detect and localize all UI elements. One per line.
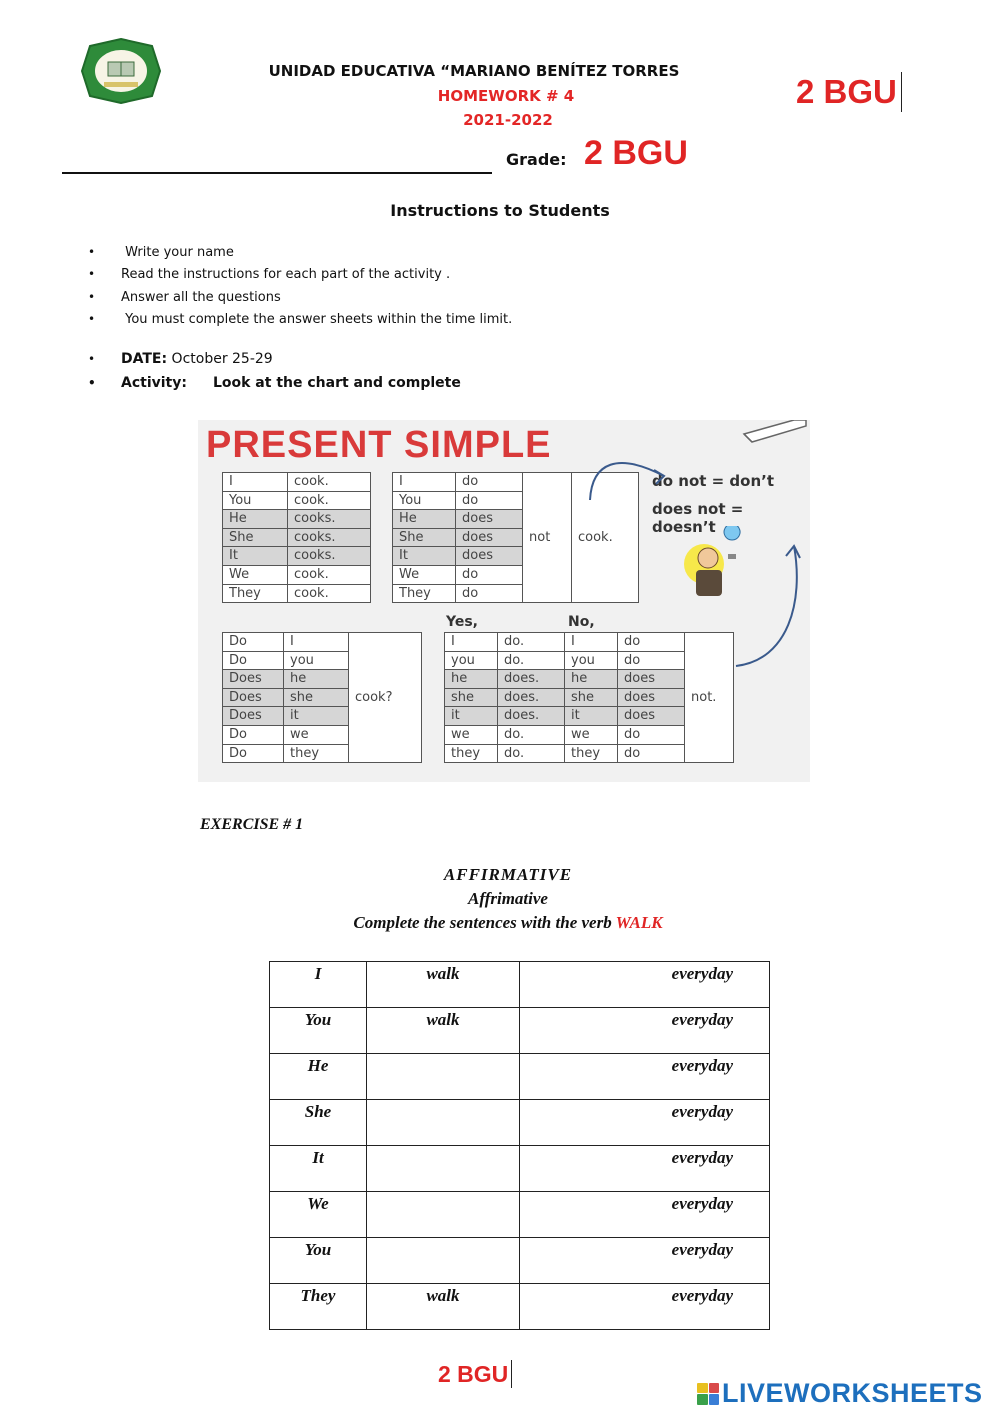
ending-cell: everyday <box>520 1238 770 1284</box>
no-aux-cell: does <box>618 707 685 726</box>
auxiliary-cell: Do <box>223 725 284 744</box>
yes-aux-cell: do. <box>498 633 565 652</box>
affirmative-row <box>223 584 371 603</box>
pronoun-cell: She <box>223 528 288 547</box>
liveworksheets-brand: LIVEWORKSHEETS <box>722 1378 983 1408</box>
verb-answer-cell[interactable]: walk <box>367 1284 520 1330</box>
auxiliary-cell: does <box>456 510 523 529</box>
pronoun-cell: We <box>393 565 456 584</box>
name-input-line[interactable] <box>62 172 492 174</box>
exercise-subheading: Affrimative <box>468 889 548 908</box>
exercise-row <box>270 1054 770 1100</box>
yes-aux-cell: do. <box>498 651 565 670</box>
no-pronoun-cell: they <box>565 744 618 763</box>
pronoun-cell: They <box>393 584 456 603</box>
present-simple-chart <box>198 420 810 782</box>
pronoun-cell: It <box>393 547 456 566</box>
pronoun-cell: It <box>223 547 288 566</box>
exercise-heading: AFFIRMATIVE <box>443 865 573 884</box>
ending-cell: everyday <box>520 962 770 1008</box>
exercise-row <box>270 1100 770 1146</box>
exercise-row <box>270 1146 770 1192</box>
pronoun-cell: I <box>393 473 456 492</box>
yes-aux-cell: does. <box>498 707 565 726</box>
auxiliary-cell: do <box>456 491 523 510</box>
ending-cell: everyday <box>520 1284 770 1330</box>
affirmative-row <box>223 547 371 566</box>
grade-badge-top: 2 BGU <box>796 72 902 112</box>
yes-label: Yes, <box>446 614 478 630</box>
no-pronoun-cell: it <box>565 707 618 726</box>
subject-cell: It <box>270 1146 367 1192</box>
exercise-row <box>270 962 770 1008</box>
pronoun-cell: He <box>223 510 288 529</box>
pronoun-cell: We <box>223 565 288 584</box>
yes-pronoun-cell: it <box>445 707 498 726</box>
short-answer-row <box>445 633 734 652</box>
no-aux-cell: do <box>618 651 685 670</box>
auxiliary-cell: Does <box>223 688 284 707</box>
not-cell: not. <box>685 633 734 763</box>
subject-cell: She <box>270 1100 367 1146</box>
question-table <box>222 632 422 763</box>
instruction-item: • Answer all the questions <box>88 290 281 305</box>
no-aux-cell: do <box>618 744 685 763</box>
exercise-instruction: Complete the sentences with the verb WALK <box>353 913 663 932</box>
auxiliary-cell: do <box>456 565 523 584</box>
no-pronoun-cell: she <box>565 688 618 707</box>
short-answer-table <box>444 632 734 763</box>
yes-pronoun-cell: I <box>445 633 498 652</box>
chart-title: PRESENT SIMPLE <box>206 424 552 466</box>
no-pronoun-cell: he <box>565 670 618 689</box>
auxiliary-cell: does <box>456 547 523 566</box>
exercise-row <box>270 1284 770 1330</box>
verb-answer-cell[interactable] <box>367 1100 520 1146</box>
verb-cell: cooks. <box>288 547 371 566</box>
arrow-icon <box>578 442 678 502</box>
auxiliary-cell: Does <box>223 707 284 726</box>
yes-aux-cell: do. <box>498 725 565 744</box>
pronoun-cell: she <box>284 688 349 707</box>
auxiliary-cell: do <box>456 473 523 492</box>
school-name: UNIDAD EDUCATIVA “MARIANO BENÍTEZ TORRES <box>268 62 680 80</box>
yes-aux-cell: does. <box>498 670 565 689</box>
activity-item: • Activity: Look at the chart and complete <box>88 375 461 391</box>
yes-pronoun-cell: they <box>445 744 498 763</box>
pronoun-cell: it <box>284 707 349 726</box>
no-aux-cell: do <box>618 725 685 744</box>
pronoun-cell: we <box>284 725 349 744</box>
exercise-row <box>270 1192 770 1238</box>
pronoun-cell: they <box>284 744 349 763</box>
exercise-row <box>270 1008 770 1054</box>
school-logo <box>80 38 162 104</box>
pronoun-cell: I <box>284 633 349 652</box>
ending-cell: everyday <box>520 1008 770 1054</box>
auxiliary-cell: Do <box>223 633 284 652</box>
pronoun-cell: She <box>393 528 456 547</box>
verb-answer-cell[interactable]: walk <box>367 1008 520 1054</box>
affirmative-row <box>223 510 371 529</box>
school-year: 2021-2022 <box>463 111 553 129</box>
verb-answer-cell[interactable] <box>367 1146 520 1192</box>
instruction-item: • Read the instructions for each part of the activity . <box>88 267 451 282</box>
subject-cell: You <box>270 1238 367 1284</box>
instruction-item: • You must complete the answer sheets within the time limit. <box>88 312 513 327</box>
grade-label: Grade: <box>506 150 567 169</box>
not-cell: not <box>523 473 572 603</box>
yes-pronoun-cell: you <box>445 651 498 670</box>
exercise-table <box>269 961 770 1330</box>
auxiliary-cell: Do <box>223 744 284 763</box>
yes-pronoun-cell: she <box>445 688 498 707</box>
grade-value: 2 BGU <box>584 134 688 172</box>
subject-cell: We <box>270 1192 367 1238</box>
pronoun-cell: You <box>223 491 288 510</box>
date-item: • DATE: October 25-29 <box>88 351 273 367</box>
auxiliary-cell: does <box>456 528 523 547</box>
ending-cell: everyday <box>520 1192 770 1238</box>
liveworksheets-icon <box>697 1383 719 1405</box>
verb-cell: cook. <box>288 584 371 603</box>
pronoun-cell: you <box>284 651 349 670</box>
pronoun-cell: He <box>393 510 456 529</box>
pencil-icon <box>734 420 810 444</box>
question-row <box>223 633 422 652</box>
affirmative-row <box>223 565 371 584</box>
contraction-note: do not = don’t <box>652 472 775 490</box>
auxiliary-cell: do <box>456 584 523 603</box>
affirmative-row <box>223 528 371 547</box>
verb-cell: cook. <box>288 491 371 510</box>
verb-answer-cell[interactable]: walk <box>367 962 520 1008</box>
instruction-item: • Write your name <box>88 245 234 260</box>
affirmative-row <box>223 473 371 492</box>
affirmative-table <box>222 472 371 603</box>
ending-cell: everyday <box>520 1100 770 1146</box>
yes-aux-cell: does. <box>498 688 565 707</box>
verb-cell: cooks. <box>288 510 371 529</box>
auxiliary-cell: Does <box>223 670 284 689</box>
affirmative-row <box>223 491 371 510</box>
subject-cell: He <box>270 1054 367 1100</box>
exercise-row <box>270 1238 770 1284</box>
auxiliary-cell: Do <box>223 651 284 670</box>
verb-cell: cooks. <box>288 528 371 547</box>
verb-answer-cell[interactable] <box>367 1054 520 1100</box>
instructions-title: Instructions to Students <box>390 201 610 220</box>
contraction-note: does not = doesn’t <box>652 500 744 536</box>
no-aux-cell: does <box>618 670 685 689</box>
homework-number: HOMEWORK # 4 <box>437 87 575 105</box>
base-verb-cell: cook. <box>572 473 639 603</box>
subject-cell: I <box>270 962 367 1008</box>
no-aux-cell: does <box>618 688 685 707</box>
pronoun-cell: he <box>284 670 349 689</box>
grade-badge-bottom: 2 BGU <box>438 1360 512 1388</box>
verb-cell: cook. <box>288 565 371 584</box>
no-pronoun-cell: you <box>565 651 618 670</box>
target-verb: WALK <box>615 913 663 932</box>
verb-answer-cell[interactable] <box>367 1192 520 1238</box>
subject-cell: They <box>270 1284 367 1330</box>
subject-cell: You <box>270 1008 367 1054</box>
pronoun-cell: You <box>393 491 456 510</box>
no-aux-cell: do <box>618 633 685 652</box>
pronoun-cell: They <box>223 584 288 603</box>
liveworksheets-logo <box>697 1378 983 1409</box>
ending-cell: everyday <box>520 1054 770 1100</box>
exercise-title: EXERCISE # 1 <box>200 816 304 833</box>
pronoun-cell: I <box>223 473 288 492</box>
no-pronoun-cell: we <box>565 725 618 744</box>
ending-cell: everyday <box>520 1146 770 1192</box>
verb-answer-cell[interactable] <box>367 1238 520 1284</box>
question-verb-cell: cook? <box>349 633 422 763</box>
yes-pronoun-cell: we <box>445 725 498 744</box>
yes-aux-cell: do. <box>498 744 565 763</box>
verb-cell: cook. <box>288 473 371 492</box>
no-pronoun-cell: I <box>565 633 618 652</box>
no-label: No, <box>568 614 595 630</box>
yes-pronoun-cell: he <box>445 670 498 689</box>
